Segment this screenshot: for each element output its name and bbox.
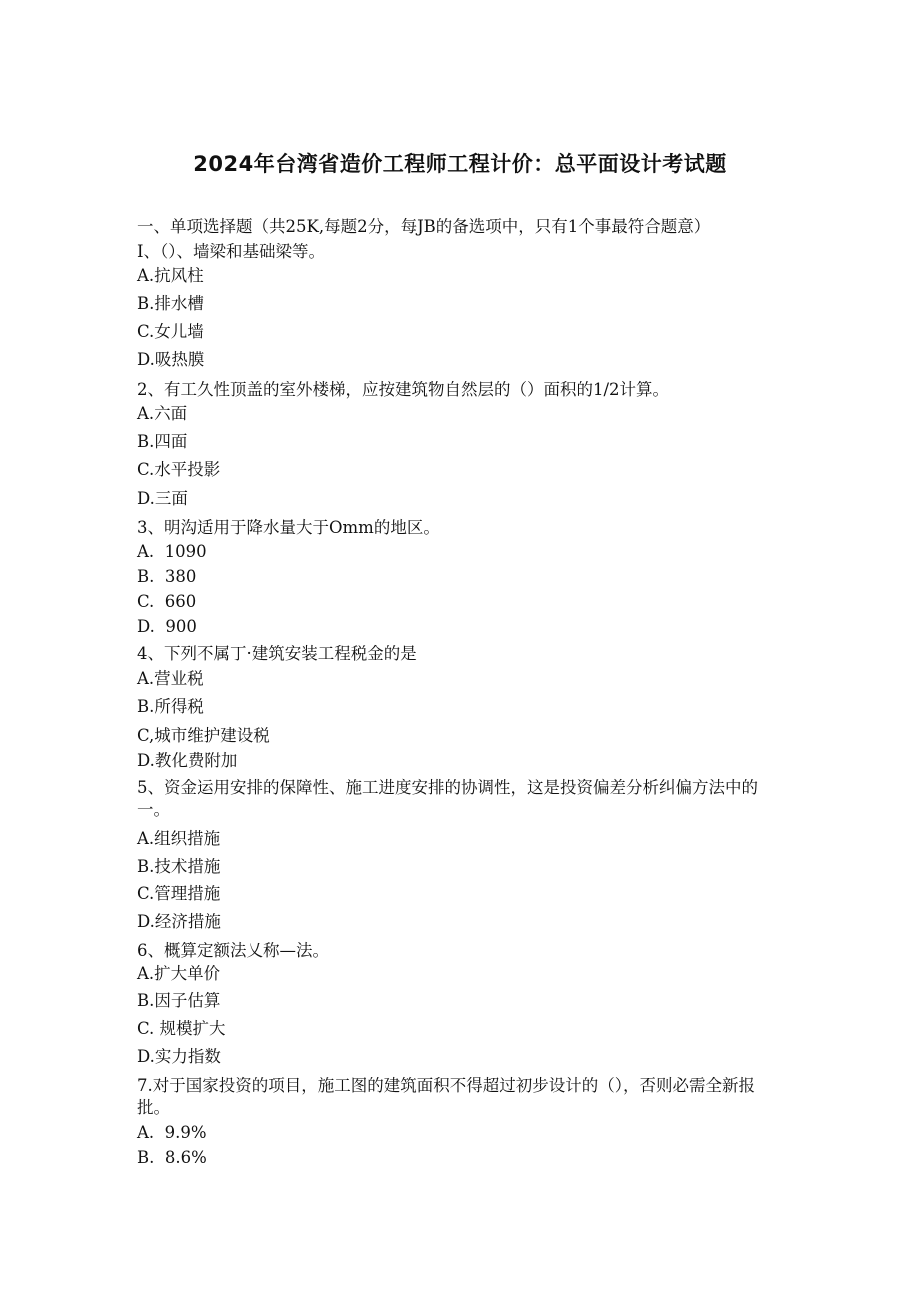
- option-item: B. 380: [137, 567, 197, 586]
- section-heading: 一、单项选择题（共25K,每题2分，每JB的备选项中，只有1个事最符合题意）: [137, 217, 711, 236]
- option-item: B.因子估算: [137, 991, 221, 1010]
- option-item: B.所得税: [137, 697, 204, 716]
- option-item: B. 8.6%: [137, 1148, 207, 1167]
- option-item: A. 1090: [137, 542, 207, 561]
- option-item: A. 9.9%: [137, 1123, 207, 1142]
- option-item: D.三面: [137, 489, 188, 508]
- option-item: C.女儿墙: [137, 322, 204, 341]
- option-item: A.扩大单价: [137, 964, 221, 983]
- option-item: C.管理措施: [137, 884, 221, 903]
- option-item: D.教化费附加: [137, 751, 238, 770]
- option-item: A.抗风柱: [137, 266, 204, 285]
- option-item: C,城市维护建设税: [137, 726, 270, 745]
- option-item: D.经济措施: [137, 912, 221, 931]
- option-item: A.六面: [137, 404, 188, 423]
- option-item: D. 900: [137, 617, 197, 636]
- option-item: B.四面: [137, 432, 188, 451]
- option-item: B.排水槽: [137, 294, 204, 313]
- question-stem: 4、下列不属丁·建筑安装工程税金的是: [137, 644, 417, 663]
- question-stem: 7.对于国家投资的项目，施工图的建筑面积不得超过初步设计的（），否则必需全新报批。: [137, 1076, 755, 1117]
- option-item: C. 660: [137, 592, 197, 611]
- document-title: 2024年台湾省造价工程师工程计价：总平面设计考试题: [193, 152, 727, 176]
- option-item: C. 规模扩大: [137, 1019, 226, 1038]
- question-stem: I、（）、墙梁和基础梁等。: [137, 242, 326, 261]
- option-item: B.技术措施: [137, 857, 221, 876]
- question-stem: 5、资金运用安排的保障性、施工进度安排的协调性，这是投资偏差分析纠偏方法中的一。: [137, 778, 758, 819]
- option-item: D.实力指数: [137, 1047, 221, 1066]
- question-stem: 6、概算定额法乂称—法。: [137, 941, 329, 960]
- question-stem: 3、明沟适用于降水量大于Omm的地区。: [137, 518, 440, 537]
- question-stem: 2、有工久性顶盖的室外楼梯，应按建筑物自然层的（）面积的1/2计算。: [137, 380, 670, 399]
- option-item: A.组织措施: [137, 829, 221, 848]
- option-item: A.营业税: [137, 669, 204, 688]
- option-item: C.水平投影: [137, 460, 221, 479]
- option-item: D.吸热膜: [137, 350, 205, 369]
